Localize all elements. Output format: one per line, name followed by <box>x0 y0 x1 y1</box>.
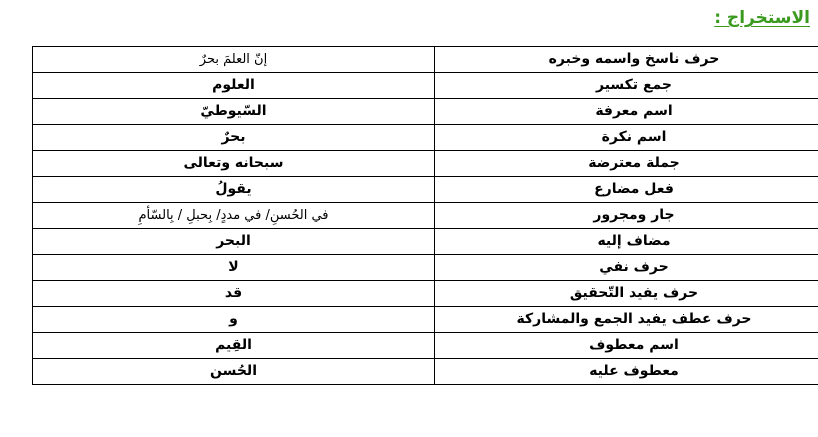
type-cell: حرف يفيد التّحقيق <box>435 281 818 307</box>
table-row <box>33 99 818 125</box>
table-row <box>33 255 818 281</box>
example-cell: البحر <box>33 229 435 255</box>
example-cell: سبحانه وتعالى <box>33 151 435 177</box>
type-cell: جمع تكسير <box>435 73 818 99</box>
type-cell: حرف ناسخ واسمه وخبره <box>435 47 818 73</box>
type-cell: جار ومجرور <box>435 203 818 229</box>
type-cell: اسم معرفة <box>435 99 818 125</box>
table-row <box>33 281 818 307</box>
table-row <box>33 151 818 177</box>
example-cell: الحُسن <box>33 359 435 385</box>
type-cell: فعل مضارع <box>435 177 818 203</box>
example-cell: العلوم <box>33 73 435 99</box>
table-row <box>33 73 818 99</box>
example-cell: قد <box>33 281 435 307</box>
type-cell: حرف نفي <box>435 255 818 281</box>
example-cell: و <box>33 307 435 333</box>
table-row <box>33 307 818 333</box>
type-cell: جملة معترضة <box>435 151 818 177</box>
example-cell: يقولُ <box>33 177 435 203</box>
table-row <box>33 177 818 203</box>
extraction-table <box>32 46 818 385</box>
table-row <box>33 333 818 359</box>
table-row <box>33 125 818 151</box>
type-cell: معطوف عليه <box>435 359 818 385</box>
table-row <box>33 203 818 229</box>
example-cell: بحرٌ <box>33 125 435 151</box>
section-heading: الاستخراج : <box>714 8 810 28</box>
table-row <box>33 229 818 255</box>
type-cell: مضاف إليه <box>435 229 818 255</box>
type-cell: حرف عطف يفيد الجمع والمشاركة <box>435 307 818 333</box>
example-cell: في الحُسنِ/ في مددٍ/ بِحبلِ / بِالسّأمِ <box>33 203 435 229</box>
type-cell: اسم نكرة <box>435 125 818 151</box>
example-cell: السّيوطيّ <box>33 99 435 125</box>
table-row <box>33 47 818 73</box>
example-cell: لا <box>33 255 435 281</box>
type-cell: اسم معطوف <box>435 333 818 359</box>
example-cell: إنّ العلمَ بحرٌ <box>33 47 435 73</box>
example-cell: القِيم <box>33 333 435 359</box>
table-row <box>33 359 818 385</box>
